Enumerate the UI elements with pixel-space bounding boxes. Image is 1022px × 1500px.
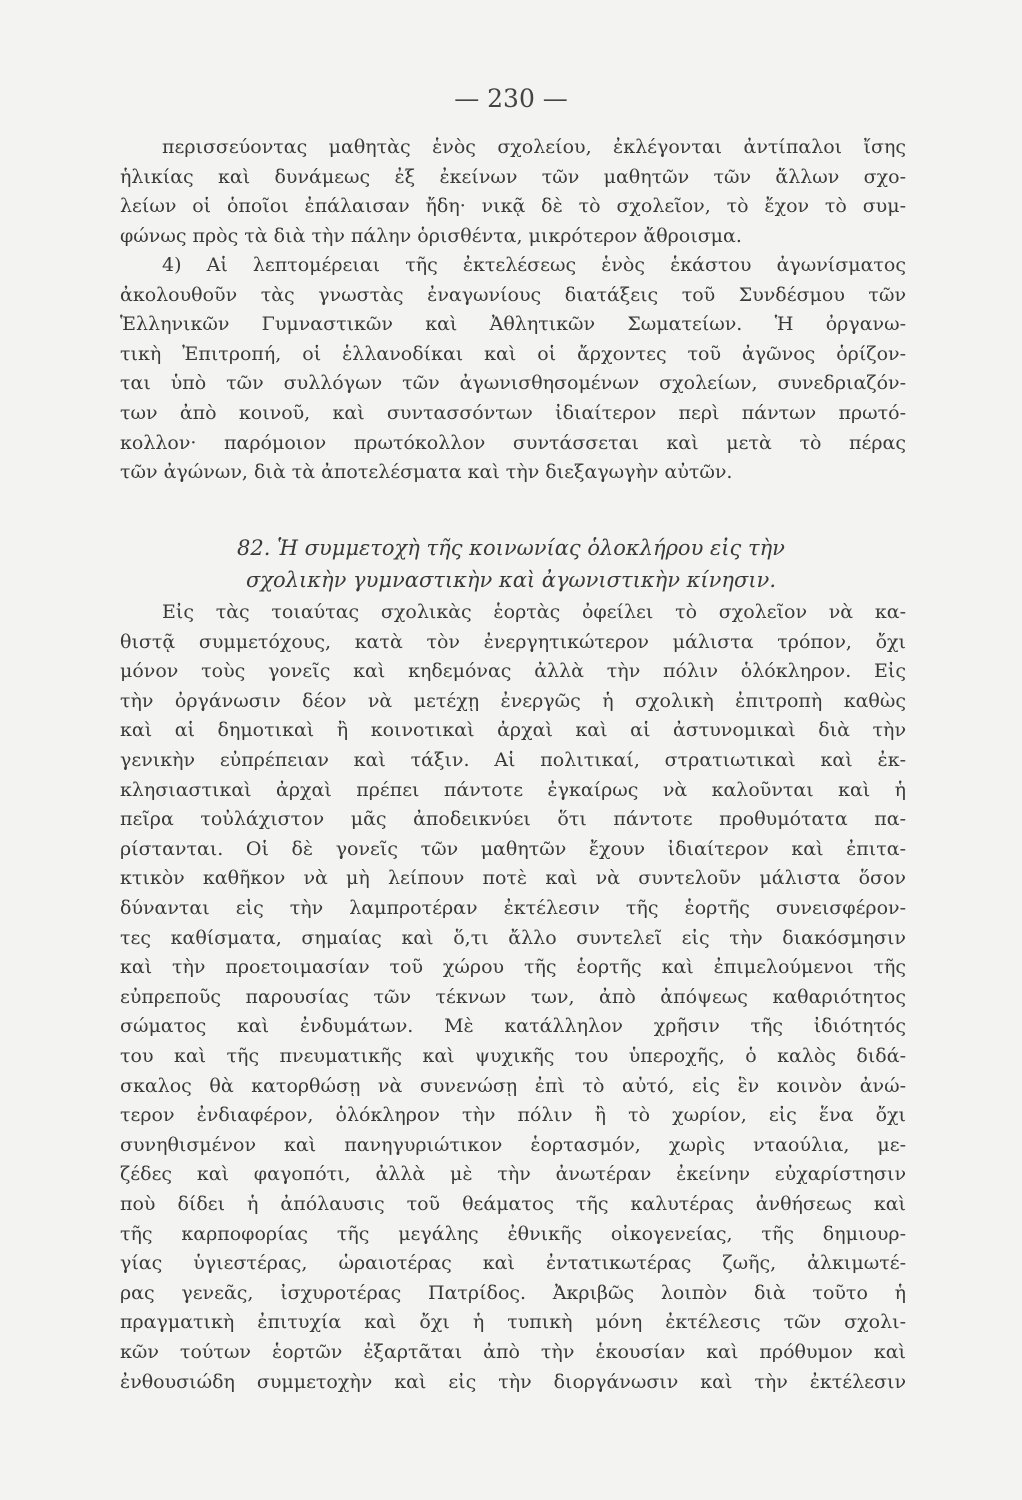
- text-line: τες καθίσματα, σημαίας καὶ ὅ,τι ἄλλο συντελεῖ εἰς τὴν διακόσμησιν: [120, 926, 906, 949]
- text-line: Εἰς τὰς τοιαύτας σχολικὰς ἑορτὰς ὀφείλει τὸ σχολεῖον νὰ κα-: [162, 601, 906, 623]
- text-line: τερον ἐνδιαφέρον, ὁλόκληρον τὴν πόλιν ἢ τὸ χωρίον, εἰς ἕνα ὄχι: [120, 1104, 906, 1127]
- text-line: πεῖρα τοὐλάχιστον μᾶς ἀποδεικνύει ὅτι πάντοτε προθυμότατα πα-: [120, 808, 906, 831]
- text-line: καὶ τὴν προετοιμασίαν τοῦ χώρου τῆς ἑορτῆς καὶ ἐπιμελούμενοι τῆς: [120, 956, 906, 979]
- text-line: του καὶ τῆς πνευματικῆς καὶ ψυχικῆς του ὑπεροχῆς, ὁ καλὸς διδά-: [120, 1045, 906, 1067]
- text-line: ται ὑπὸ τῶν συλλόγων τῶν ἀγωνισθησομένων σχολείων, συνεδριαζόν-: [120, 372, 906, 395]
- text-line: τικὴ Ἐπιτροπή, οἱ ἑλλανοδίκαι καὶ οἱ ἄρχοντες τοῦ ἀγῶνος ὁρίζον-: [120, 342, 906, 365]
- text-line: λείων οἱ ὁποῖοι ἐπάλαισαν ἤδη· νικᾷ δὲ τὸ σχολεῖον, τὸ ἔχον τὸ συμ-: [120, 195, 906, 218]
- text-line: εὐπρεποῦς παρουσίας τῶν τέκνων των, ἀπὸ ἀπόψεως καθαριότητος: [120, 985, 906, 1008]
- text-line: καὶ αἱ δημοτικαὶ ἢ κοινοτικαὶ ἀρχαὶ καὶ αἱ ἀστυνομικαὶ διὰ τὴν: [120, 719, 906, 742]
- text-line: κλησιαστικαὶ ἀρχαὶ πρέπει πάντοτε ἐγκαίρως νὰ καλοῦνται καὶ ἡ: [120, 778, 906, 801]
- text-line: Ἑλληνικῶν Γυμναστικῶν καὶ Ἀθλητικῶν Σωματείων. Ἡ ὀργανω-: [120, 313, 906, 336]
- text-line: θιστᾷ συμμετόχους, κατὰ τὸν ἐνεργητικώτερον μάλιστα τρόπον, ὄχι: [120, 630, 906, 653]
- text-line: δύνανται εἰς τὴν λαμπροτέραν ἐκτέλεσιν τῆς ἑορτῆς συνεισφέρον-: [120, 897, 906, 919]
- text-line: συνηθισμένον καὶ πανηγυριώτικον ἑορτασμόν, χωρὶς νταούλια, με-: [120, 1133, 906, 1156]
- text-line: ἐνθουσιώδη συμμετοχὴν καὶ εἰς τὴν διοργάνωσιν καὶ τὴν ἐκτέλεσιν: [120, 1370, 906, 1393]
- page-number: — 230 —: [454, 84, 568, 113]
- text-line: ἀκολουθοῦν τὰς γνωστὰς ἐναγωνίους διατάξεις τοῦ Συνδέσμου τῶν: [120, 283, 906, 306]
- section-heading-line-1: 82. Ἡ συμμετοχὴ τῆς κοινωνίας ὁλοκλήρου εἰς τὴν: [237, 536, 785, 560]
- text-line: σκαλος θὰ κατορθώσῃ νὰ συνενώσῃ ἐπὶ τὸ αὐτό, εἰς ἓν κοινὸν ἀνώ-: [120, 1074, 906, 1097]
- text-line: τῆς καρποφορίας τῆς μεγάλης ἐθνικῆς οἰκογενείας, τῆς δημιουρ-: [120, 1222, 906, 1245]
- section-heading-line-2: σχολικὴν γυμναστικὴν καὶ ἀγωνιστικὴν κίνησιν.: [246, 568, 776, 592]
- text-line: 4) Αἱ λεπτομέρειαι τῆς ἐκτελέσεως ἑνὸς ἑκάστου ἀγωνίσματος: [162, 254, 906, 276]
- text-line: τὴν ὀργάνωσιν δέον νὰ μετέχῃ ἐνεργῶς ἡ σχολικὴ ἐπιτροπὴ καθὼς: [120, 689, 906, 712]
- text-line: πραγματικὴ ἐπιτυχία καὶ ὄχι ἡ τυπικὴ μόνη ἐκτέλεσις τῶν σχολι-: [120, 1311, 906, 1334]
- text-line: ρας γενεᾶς, ἰσχυροτέρας Πατρίδος. Ἀκριβῶς λοιπὸν διὰ τοῦτο ἡ: [120, 1281, 906, 1304]
- text-line: ποὺ δίδει ἡ ἀπόλαυσις τοῦ θεάματος τῆς καλυτέρας ἀνθήσεως καὶ: [120, 1193, 906, 1215]
- text-line: κῶν τούτων ἑορτῶν ἐξαρτᾶται ἀπὸ τὴν ἑκουσίαν καὶ πρόθυμον καὶ: [120, 1341, 906, 1363]
- text-line: τῶν ἀγώνων, διὰ τὰ ἀποτελέσματα καὶ τὴν διεξαγωγὴν αὐτῶν.: [120, 461, 733, 484]
- text-line: μόνον τοὺς γονεῖς καὶ κηδεμόνας ἀλλὰ τὴν πόλιν ὁλόκληρον. Εἰς: [120, 660, 906, 683]
- text-line: ἡλικίας καὶ δυνάμεως ἐξ ἐκείνων τῶν μαθητῶν τῶν ἄλλων σχο-: [120, 165, 906, 188]
- text-line: κολλον· παρόμοιον πρωτόκολλον συντάσσεται καὶ μετὰ τὸ πέρας: [120, 431, 906, 454]
- text-line: γίας ὑγιεστέρας, ὡραιοτέρας καὶ ἐντατικωτέρας ζωῆς, ἀλκιμωτέ-: [120, 1252, 906, 1275]
- text-line: σώματος καὶ ἐνδυμάτων. Μὲ κατάλληλον χρῆσιν τῆς ἰδιότητός: [120, 1015, 906, 1038]
- text-line: περισσεύοντας μαθητὰς ἑνὸς σχολείου, ἐκλέγονται ἀντίπαλοι ἴσης: [162, 136, 906, 158]
- text-line: ρίστανται. Οἱ δὲ γονεῖς τῶν μαθητῶν ἔχουν ἰδιαίτερον καὶ ἐπιτα-: [120, 837, 906, 860]
- text-line: των ἀπὸ κοινοῦ, καὶ συντασσόντων ἰδιαίτερον περὶ πάντων πρωτό-: [120, 402, 906, 424]
- text-line: κτικὸν καθῆκον νὰ μὴ λείπουν ποτὲ καὶ νὰ συντελοῦν μάλιστα ὅσον: [120, 867, 906, 890]
- text-line: φώνως πρὸς τὰ διὰ τὴν πάλην ὁρισθέντα, μικρότερον ἄθροισμα.: [120, 224, 742, 247]
- text-line: γενικὴν εὐπρέπειαν καὶ τάξιν. Αἱ πολιτικαί, στρατιωτικαὶ καὶ ἐκ-: [120, 749, 906, 771]
- text-line: ζέδες καὶ φαγοπότι, ἀλλὰ μὲ τὴν ἀνωτέραν ἐκείνην εὐχαρίστησιν: [120, 1163, 906, 1186]
